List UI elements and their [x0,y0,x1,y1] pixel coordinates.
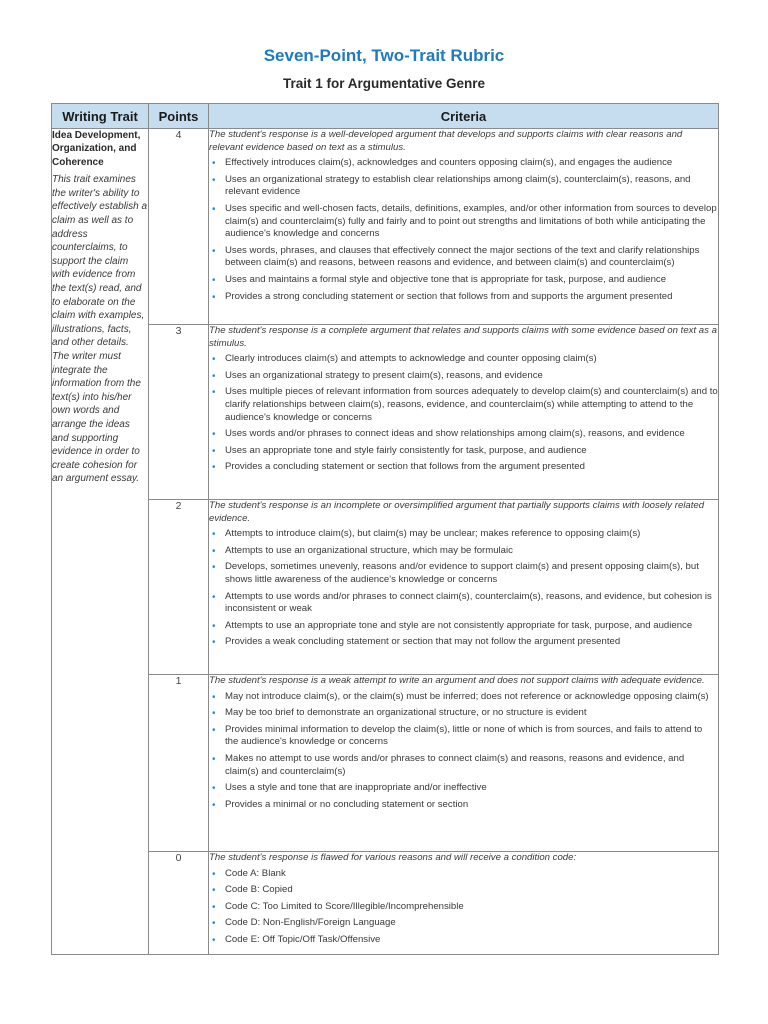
criteria-item-text: May be too brief to demonstrate an organizational structure, or no structure is evident [225,707,587,719]
points-cell: 2 [149,500,209,675]
bullet-icon: • [212,370,216,382]
criteria-intro: The student's response is an incomplete or oversimplified argument that partially supports claims with loosely related evidence. [209,500,705,524]
criteria-item-text: Uses words, phrases, and clauses that effectively connect the major sections of the text and clarify relationships between claim(s) and reasons, between reasons and evidence, and between claim(s) and counterclaim(s) [225,244,700,269]
criteria-item [209,724,718,749]
bullet-icon: • [212,708,216,720]
criteria-item-text: Uses words and/or phrases to connect ideas and show relationships among claim(s), reasons, and evidence [225,428,685,440]
criteria-item [209,934,718,947]
criteria-item-text: Code D: Non-English/Foreign Language [225,917,396,929]
criteria-item-text: Attempts to use an appropriate tone and style are not consistently appropriate for task, purpose, and audience [225,619,693,631]
criteria-item-text: Provides a weak concluding statement or section that may not follow the argument presented [225,636,621,648]
bullet-icon: • [212,529,216,541]
criteria-item-text: Uses and maintains a formal style and objective tone that is appropriate for task, purpose, and audience [225,273,667,285]
rubric-table [51,103,719,955]
bullet-icon: • [212,462,216,474]
criteria-item [209,274,718,287]
bullet-icon: • [212,868,216,880]
criteria-item-text: Develops, sometimes unevenly, reasons and/or evidence to support claim(s) and present opposing claim(s), but shows little awareness of the audience's knowledge or concerns [225,561,699,585]
criteria-item [209,561,718,586]
criteria-list [209,353,718,474]
bullet-icon: • [212,691,216,703]
criteria-item [209,707,718,720]
criteria-item-text: Code C: Too Limited to Score/Illegible/Incomprehensible [225,900,464,912]
criteria-cell [209,500,719,675]
rubric-row [52,325,719,500]
criteria-item-text: Attempts to introduce claim(s), but claim(s) may be unclear; makes reference to opposing claim(s) [225,528,641,540]
criteria-item [209,884,718,897]
criteria-list [209,157,718,303]
bullet-icon: • [212,174,216,186]
header-criteria: Criteria [209,104,719,129]
criteria-item-text: Provides a concluding statement or section that follows from the argument presented [225,461,585,473]
trait-cell [52,129,149,955]
criteria-item-text: Code E: Off Topic/Off Task/Offensive [225,933,381,945]
rubric-row [52,500,719,675]
criteria-intro: The student's response is flawed for various reasons and will receive a condition code: [209,852,577,863]
criteria-item [209,691,718,704]
criteria-item [209,545,718,558]
bullet-icon: • [212,291,216,303]
criteria-item [209,901,718,914]
criteria-list [209,691,718,812]
bullet-icon: • [212,724,216,736]
criteria-item-text: Uses specific and well-chosen facts, details, definitions, examples, and/or other information from sources to develop claim(s) and counterclaim(s) fully and fairly and to point out strengths and limitations of both while anticipating the audience's knowledge and concerns [225,202,717,240]
criteria-item-text: Makes no attempt to use words and/or phrases to connect claim(s) and reasons, reasons and evidence, and claim(s) and counterclaim(s) [225,752,685,777]
header-points: Points [149,104,209,129]
page-title: Seven-Point, Two-Trait Rubric [263,46,505,65]
bullet-icon: • [212,901,216,913]
criteria-item-text: Attempts to use words and/or phrases to connect claim(s), counterclaim(s), reasons, and evidence, but cohesion is inconsistent or weak [225,590,712,615]
points-cell: 3 [149,325,209,500]
criteria-item [209,799,718,812]
criteria-item-text: Uses an appropriate tone and style fairly consistently for task, purpose, and audience [225,444,587,456]
criteria-list [209,868,718,947]
header-writing-trait: Writing Trait [52,104,149,129]
criteria-intro: The student's response is a well-developed argument that develops and supports claims with clear reasons and relevant evidence based on text as a stimulus. [209,129,683,153]
criteria-item [209,753,718,778]
rubric-body [52,129,719,955]
bullet-icon: • [212,445,216,457]
criteria-item-text: Uses an organizational strategy to establish clear relationships among claim(s), counterclaim(s), reasons, and relevant evidence [225,173,691,198]
bullet-icon: • [212,429,216,441]
criteria-item-text: Provides minimal information to develop the claim(s), little or none of which is from sources, and fails to attend to the audience's knowledge or concerns [225,723,703,748]
criteria-item [209,353,718,366]
bullet-icon: • [212,274,216,286]
points-cell: 0 [149,852,209,955]
criteria-item-text: Provides a strong concluding statement or section that follows from and supports the argument presented [225,290,673,302]
criteria-item [209,461,718,474]
criteria-item [209,370,718,383]
bullet-icon: • [212,934,216,946]
criteria-item [209,157,718,170]
criteria-item [209,591,718,616]
bullet-icon: • [212,783,216,795]
bullet-icon: • [212,354,216,366]
criteria-item [209,428,718,441]
criteria-item [209,291,718,304]
bullet-icon: • [212,158,216,170]
criteria-item [209,782,718,795]
criteria-item-text: Provides a minimal or no concluding statement or section [225,798,469,810]
criteria-intro: The student's response is a weak attempt to write an argument and does not support claims with adequate evidence. [209,675,705,686]
bullet-icon: • [212,545,216,557]
criteria-item-text: Uses an organizational strategy to present claim(s), reasons, and evidence [225,369,543,381]
bullet-icon: • [212,885,216,897]
rubric-row [52,129,719,325]
page-subtitle: Trait 1 for Argumentative Genre [282,76,486,91]
points-cell: 1 [149,675,209,852]
criteria-item-text: Effectively introduces claim(s), acknowledges and counters opposing claim(s), and engages the audience [225,157,673,169]
bullet-icon: • [212,753,216,765]
header-row [52,104,719,129]
rubric-row [52,852,719,955]
criteria-intro: The student's response is a complete argument that relates and supports claims with some evidence based on text as a stimulus. [209,325,717,349]
criteria-item-text: Uses a style and tone that are inappropriate and/or ineffective [225,782,487,794]
criteria-item [209,386,718,424]
bullet-icon: • [212,203,216,215]
trait-description: This trait examines the writer's ability to effectively establish a claim as well as to address counterclaims, to support the claim with evidence from the text(s) read, and to elaborate on the claim with examples, illustrations, facts, and other details. The writer must integrate the information from the text(s) into his/her own words and arrange the ideas and supporting evidence in order to create cohesion for an argument essay. [52,174,148,485]
criteria-item [209,445,718,458]
criteria-list [209,528,718,649]
criteria-item [209,528,718,541]
criteria-item-text: Clearly introduces claim(s) and attempts to acknowledge and counter opposing claim(s) [225,353,597,365]
criteria-cell [209,675,719,852]
criteria-item-text: Code A: Blank [225,867,286,879]
bullet-icon: • [212,637,216,649]
criteria-item [209,174,718,199]
rubric-row [52,675,719,852]
criteria-item [209,636,718,649]
bullet-icon: • [212,799,216,811]
bullet-icon: • [212,245,216,257]
criteria-item [209,203,718,241]
bullet-icon: • [212,562,216,574]
points-cell: 4 [149,129,209,325]
criteria-item [209,917,718,930]
criteria-item-text: Attempts to use an organizational structure, which may be formulaic [225,544,513,556]
bullet-icon: • [212,591,216,603]
criteria-cell [209,852,719,955]
bullet-icon: • [212,918,216,930]
criteria-cell [209,129,719,325]
criteria-item [209,868,718,881]
criteria-item-text: Code B: Copied [225,884,293,896]
bullet-icon: • [212,620,216,632]
criteria-item [209,620,718,633]
criteria-item-text: May not introduce claim(s), or the claim(s) must be inferred; does not reference or acknowledge opposing claim(s) [225,690,709,702]
trait-name: Idea Development, Organization, and Coherence [52,130,141,168]
criteria-cell [209,325,719,500]
criteria-item [209,245,718,270]
bullet-icon: • [212,387,216,399]
criteria-item-text: Uses multiple pieces of relevant information from sources adequately to develop claim(s) and counterclaim(s) and to clarify relationships between claim(s), reasons, evidence, and counterclaim(s) while attempting to attend to the audience's knowledge or concerns [225,386,718,423]
